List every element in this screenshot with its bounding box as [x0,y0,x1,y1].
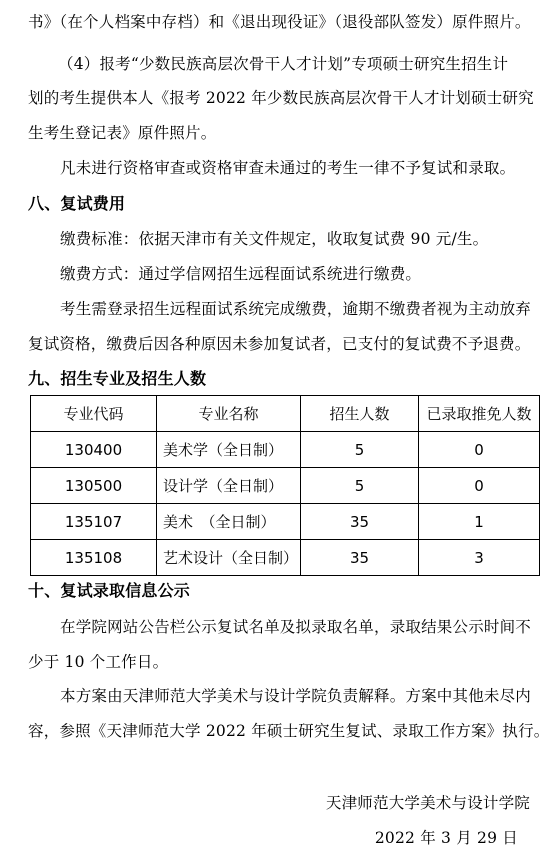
cell-major-name: 艺术设计（全日制） [157,540,301,576]
cell-enrollment-count: 5 [301,468,419,504]
cell-major-name: 美术学（全日制） [157,432,301,468]
signature-organization: 天津师范大学美术与设计学院 [325,794,530,812]
cell-enrollment-count: 5 [301,432,419,468]
cell-admitted-count: 1 [419,504,540,540]
table-row [31,468,540,504]
cell-admitted-count: 0 [419,432,540,468]
section-heading-fees: 八、复试费用 [28,194,126,213]
cell-admitted-count: 0 [419,468,540,504]
header-major-code: 专业代码 [31,396,157,432]
section-heading-publicity: 十、复试录取信息公示 [28,581,191,600]
section-heading-enrollment: 九、招生专业及招生人数 [28,369,207,388]
fee-note-line: 复试资格，缴费后因各种原因未参加复试者，已支付的复试费不予退费。 [28,335,531,353]
paragraph-line: 书》（在个人档案中存档）和《退出现役证》（退役部队签发）原件照片。 [28,13,531,31]
paragraph-line: （4）报考“少数民族高层次骨干人才计划”专项硕士研究生招生计 [58,55,509,73]
cell-major-name: 设计学（全日制） [157,468,301,504]
header-admitted-exempt-count: 已录取推免人数 [419,396,540,432]
signature-date: 2022 年 3 月 29 日 [374,829,518,847]
fee-standard-text: 缴费标准：依据天津市有关文件规定，收取复试费 90 元/生。 [60,230,489,248]
cell-major-code: 130500 [31,468,157,504]
fee-note-line: 考生需登录招生远程面试系统完成缴费，逾期不缴费者视为主动放弃 [60,300,532,318]
publicity-line: 少于 10 个工作日。 [28,653,169,671]
table-row [31,432,540,468]
cell-enrollment-count: 35 [301,540,419,576]
cell-enrollment-count: 35 [301,504,419,540]
header-major-name: 专业名称 [157,396,301,432]
header-enrollment-count: 招生人数 [301,396,419,432]
cell-major-code: 135108 [31,540,157,576]
paragraph-line: 凡未进行资格审查或资格审查未通过的考生一律不予复试和录取。 [60,159,516,177]
table-row [31,504,540,540]
table-row [31,540,540,576]
publicity-line: 容，参照《天津师范大学 2022 年硕士研究生复试、录取工作方案》执行。 [28,722,550,740]
paragraph-line: 生考生登记表》原件照片。 [28,124,217,142]
cell-major-code: 135107 [31,504,157,540]
cell-admitted-count: 3 [419,540,540,576]
table-header-row [31,396,540,432]
publicity-line: 在学院网站公告栏公示复试名单及拟录取名单，录取结果公示时间不 [60,618,532,636]
paragraph-line: 划的考生提供本人《报考 2022 年少数民族高层次骨干人才计划硕士研究 [28,89,534,107]
publicity-line: 本方案由天津师范大学美术与设计学院负责解释。方案中其他未尽内 [60,687,532,705]
cell-major-code: 130400 [31,432,157,468]
fee-method-text: 缴费方式：通过学信网招生远程面试系统进行缴费。 [60,265,422,283]
enrollment-table [30,395,540,576]
cell-major-name: 美术 （全日制） [157,504,301,540]
